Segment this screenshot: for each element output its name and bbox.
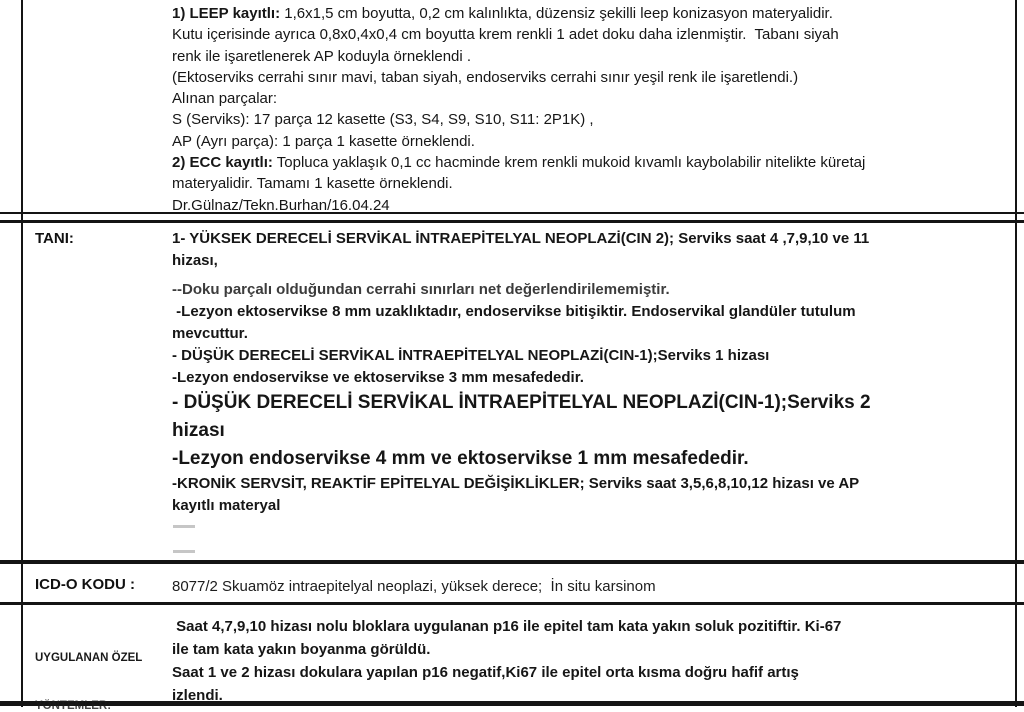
special-methods-line: Saat 4,7,9,10 hizası nolu bloklara uygulanan p16 ile epitel tam kata yakın soluk pozitiftir. Ki-67 — [172, 618, 842, 635]
macroscopy-line-text: 1,6x1,5 cm boyutta, 0,2 cm kalınlıkta, düzensiz şekilli leep konizasyon materyalidir. — [280, 5, 833, 22]
macroscopy-line-lead: 2) ECC kayıtlı: — [172, 154, 273, 172]
macroscopy-line-text: Dr.Gülnaz/Tekn.Burhan/16.04.24 — [172, 196, 390, 214]
special-methods-section — [172, 615, 841, 707]
icd-code-row-label: ICD-O KODU : — [35, 576, 135, 593]
diagnosis-line: kayıtlı materyal — [172, 497, 281, 514]
macroscopy-line — [172, 67, 865, 88]
diagnosis-line: -Lezyon endoservikse 4 mm ve ektoservikse 1 mm mesafededir. — [172, 448, 749, 469]
macroscopy-line-text: Alınan parçalar: — [172, 90, 278, 108]
macroscopy-line-text: materyalidir. Tamamı 1 kasette örneklendi. — [172, 175, 453, 193]
diagnosis-section — [172, 228, 871, 517]
gray-dash-mark — [173, 550, 195, 553]
table-right-border — [1015, 0, 1017, 707]
diagnosis-line: 1- YÜKSEK DERECELİ SERVİKAL İNTRAEPİTELYAL NEOPLAZİ(CIN 2); Serviks saat 4 ,7,9,10 ve 11 — [172, 230, 870, 247]
row-separator-thick — [0, 560, 1024, 564]
diagnosis-line: hizası — [172, 420, 225, 441]
macroscopy-line-text: S (Serviks): 17 parça 12 kasette (S3, S4, S9, S10, S11: 2P1K) , — [172, 111, 594, 129]
macroscopy-line — [172, 3, 865, 24]
diagnosis-line: --Doku parçalı olduğundan cerrahi sınırları net değerlendirilememiştir. — [172, 281, 670, 298]
diagnosis-line: hizası, — [172, 252, 218, 269]
macroscopy-line — [172, 173, 865, 194]
macroscopy-line — [172, 131, 865, 152]
diagnosis-line: -Lezyon ektoservikse 8 mm uzaklıktadır, endoservikse bitişiktir. Endoservikal glandüler tutulum — [172, 303, 856, 320]
diagnosis-line: -KRONİK SERVSİT, REAKTİF EPİTELYAL DEĞİŞİKLİKLER; Serviks saat 3,5,6,8,10,12 hizası ve AP — [172, 475, 860, 492]
gray-dash-mark — [173, 525, 195, 528]
macroscopy-line — [172, 88, 865, 109]
macroscopy-line-text: renk ile işaretlenerek AP koduyla örneklendi . — [172, 47, 472, 65]
diagnosis-line: mevcuttur. — [172, 325, 248, 342]
special-methods-label-line1: UYGULANAN ÖZEL — [35, 652, 143, 664]
macroscopy-line — [172, 152, 865, 173]
special-methods-line: ile tam kata yakın boyanma görüldü. — [172, 641, 431, 658]
macroscopy-signature-line — [172, 195, 865, 216]
special-methods-label-line2: YÖNTEMLER: — [35, 700, 112, 712]
macroscopy-line — [172, 109, 865, 130]
macroscopy-section — [172, 3, 865, 216]
macroscopy-line-text: (Ektoserviks cerrahi sınır mavi, taban siyah, endoserviks cerrahi sınır yeşil renk ile işaretlendi.) — [172, 68, 799, 86]
table-left-border — [21, 0, 23, 707]
macroscopy-line-text: Kutu içerisinde ayrıca 0,8x0,4x0,4 cm boyutta krem renkli 1 adet doku daha izlenmiştir. Tabanı siyah — [172, 26, 839, 44]
icd-code-value: 8077/2 Skuamöz intraepitelyal neoplazi, yüksek derece; İn situ karsinom — [172, 578, 656, 595]
diagnosis-line: - DÜŞÜK DERECELİ SERVİKAL İNTRAEPİTELYAL NEOPLAZİ(CIN-1);Serviks 1 hizası — [172, 347, 770, 364]
special-methods-line: izlendi. — [172, 687, 223, 704]
diagnosis-line: - DÜŞÜK DERECELİ SERVİKAL İNTRAEPİTELYAL NEOPLAZİ(CIN-1);Serviks 2 — [172, 392, 871, 413]
special-methods-line: Saat 1 ve 2 hizası dokulara yapılan p16 negatif,Ki67 ile epitel orta kısma doğru hafif artış — [172, 664, 799, 681]
macroscopy-line — [172, 24, 865, 45]
macroscopy-line-text: Topluca yaklaşık 0,1 cc hacminde krem renkli mukoid kıvamlı kaybolabilir nitelikte küretaj — [272, 154, 866, 172]
diagnosis-row-label: TANI: — [35, 230, 74, 247]
special-methods-row-label — [35, 618, 142, 712]
macroscopy-line-text: AP (Ayrı parça): 1 parça 1 kasette örneklendi. — [172, 132, 475, 150]
row-separator-thin — [0, 602, 1024, 605]
macroscopy-line — [172, 46, 865, 67]
diagnosis-line: -Lezyon endoservikse ve ektoservikse 3 mm mesafededir. — [172, 369, 584, 386]
macroscopy-line-lead: 1) LEEP kayıtlı: — [172, 5, 281, 22]
